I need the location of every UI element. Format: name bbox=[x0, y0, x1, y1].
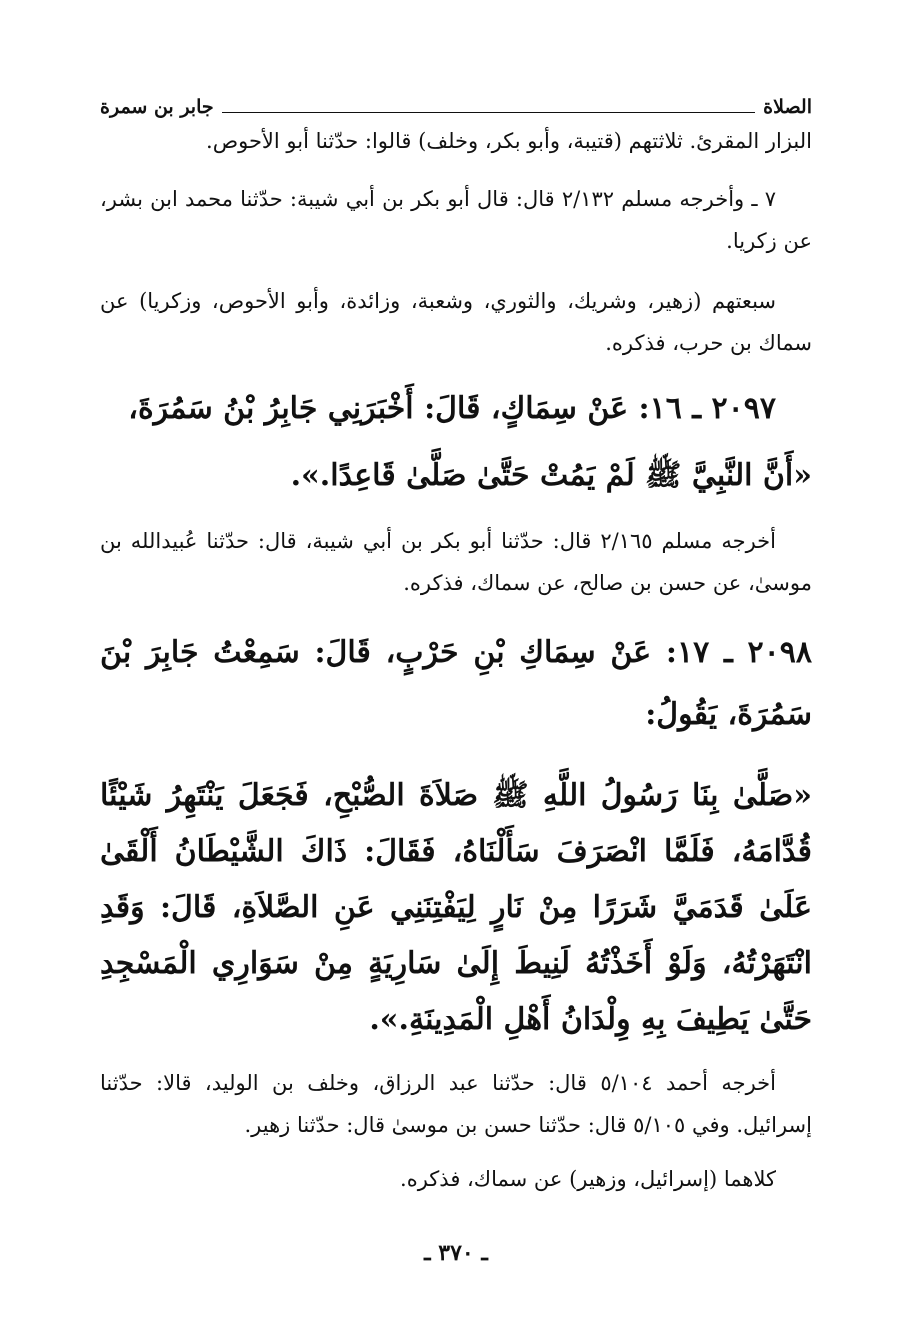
hadith-2098-isnad: ٢٠٩٨ ـ ١٧: عَنْ سِمَاكِ بْنِ حَرْبٍ، قَالَ: سَمِعْتُ جَابِرَ بْنَ سَمُرَةَ، يَقُولُ: bbox=[100, 635, 812, 732]
takhrij-paragraph-5: أخرجه أحمد ٥/١٠٤ قال: حدّثنا عبد الرزاق، وخلف بن الوليد، قالا: حدّثنا إسرائيل. وفي ٥/١٠٥ قال: حدّثنا حسن بن موسىٰ قال: حدّثنا زهير. bbox=[100, 1071, 812, 1137]
takhrij-paragraph-1: البزار المقرئ. ثلاثتهم (قتيبة، وأبو بكر، وخلف) قالوا: حدّثنا أبو الأحوص. bbox=[206, 129, 812, 153]
hadith-2098-matn: «صَلَّىٰ بِنَا رَسُولُ اللَّهِ ﷺ صَلاَةَ الصُّبْحِ، فَجَعَلَ يَنْتَهِرُ شَيْئًا قُدَّامَهُ، فَلَمَّا انْصَرَفَ سَأَلْنَاهُ، فَقَالَ: ذَاكَ الشَّيْطَانُ أَلْقَىٰ عَلَىٰ قَدَمَيَّ شَرَرًا مِنْ نَارٍ لِيَفْتِنَنِي عَنِ الصَّلاَةِ، قَالَ: وَقَدِ انْتَهَرْتُهُ، وَلَوْ أَخَذْتُهُ لَنِيطَ إِلَىٰ سَارِيَةٍ مِنْ سَوَارِي الْمَسْجِدِ حَتَّىٰ يَطِيفَ بِهِ وِلْدَانُ أَهْلِ الْمَدِينَةِ.». bbox=[100, 778, 812, 1037]
hadith-2097-matn: «أَنَّ النَّبِيَّ ﷺ لَمْ يَمُتْ حَتَّىٰ صَلَّىٰ قَاعِدًا.». bbox=[290, 458, 812, 493]
running-header bbox=[100, 92, 812, 118]
hadith-2097-isnad: ٢٠٩٧ ـ ١٦: عَنْ سِمَاكٍ، قَالَ: أَخْبَرَنِي جَابِرُ بْنُ سَمُرَةَ، bbox=[128, 391, 776, 426]
page-number: ـ ٣٧٠ ـ bbox=[424, 1240, 488, 1266]
takhrij-paragraph-3: سبعتهم (زهير، وشريك، والثوري، وشعبة، وزائدة، وأبو الأحوص، وزكريا) عن سماك بن حرب، فذكره. bbox=[100, 289, 812, 355]
takhrij-paragraph-4: أخرجه مسلم ٢/١٦٥ قال: حدّثنا أبو بكر بن أبي شيبة، قال: حدّثنا عُبيدالله بن موسىٰ، عن حسن بن صالح، عن سماك، فذكره. bbox=[100, 529, 812, 595]
header-narrator-title: جابر بن سمرة bbox=[100, 96, 214, 118]
takhrij-paragraph-2: ٧ ـ وأخرجه مسلم ٢/١٣٢ قال: قال أبو بكر بن أبي شيبة: حدّثنا محمد ابن بشر، عن زكريا. bbox=[100, 187, 812, 253]
takhrij-paragraph-6: كلاهما (إسرائيل، وزهير) عن سماك، فذكره. bbox=[400, 1167, 776, 1191]
header-rule bbox=[222, 112, 756, 113]
header-section-title: الصلاة bbox=[763, 96, 812, 118]
